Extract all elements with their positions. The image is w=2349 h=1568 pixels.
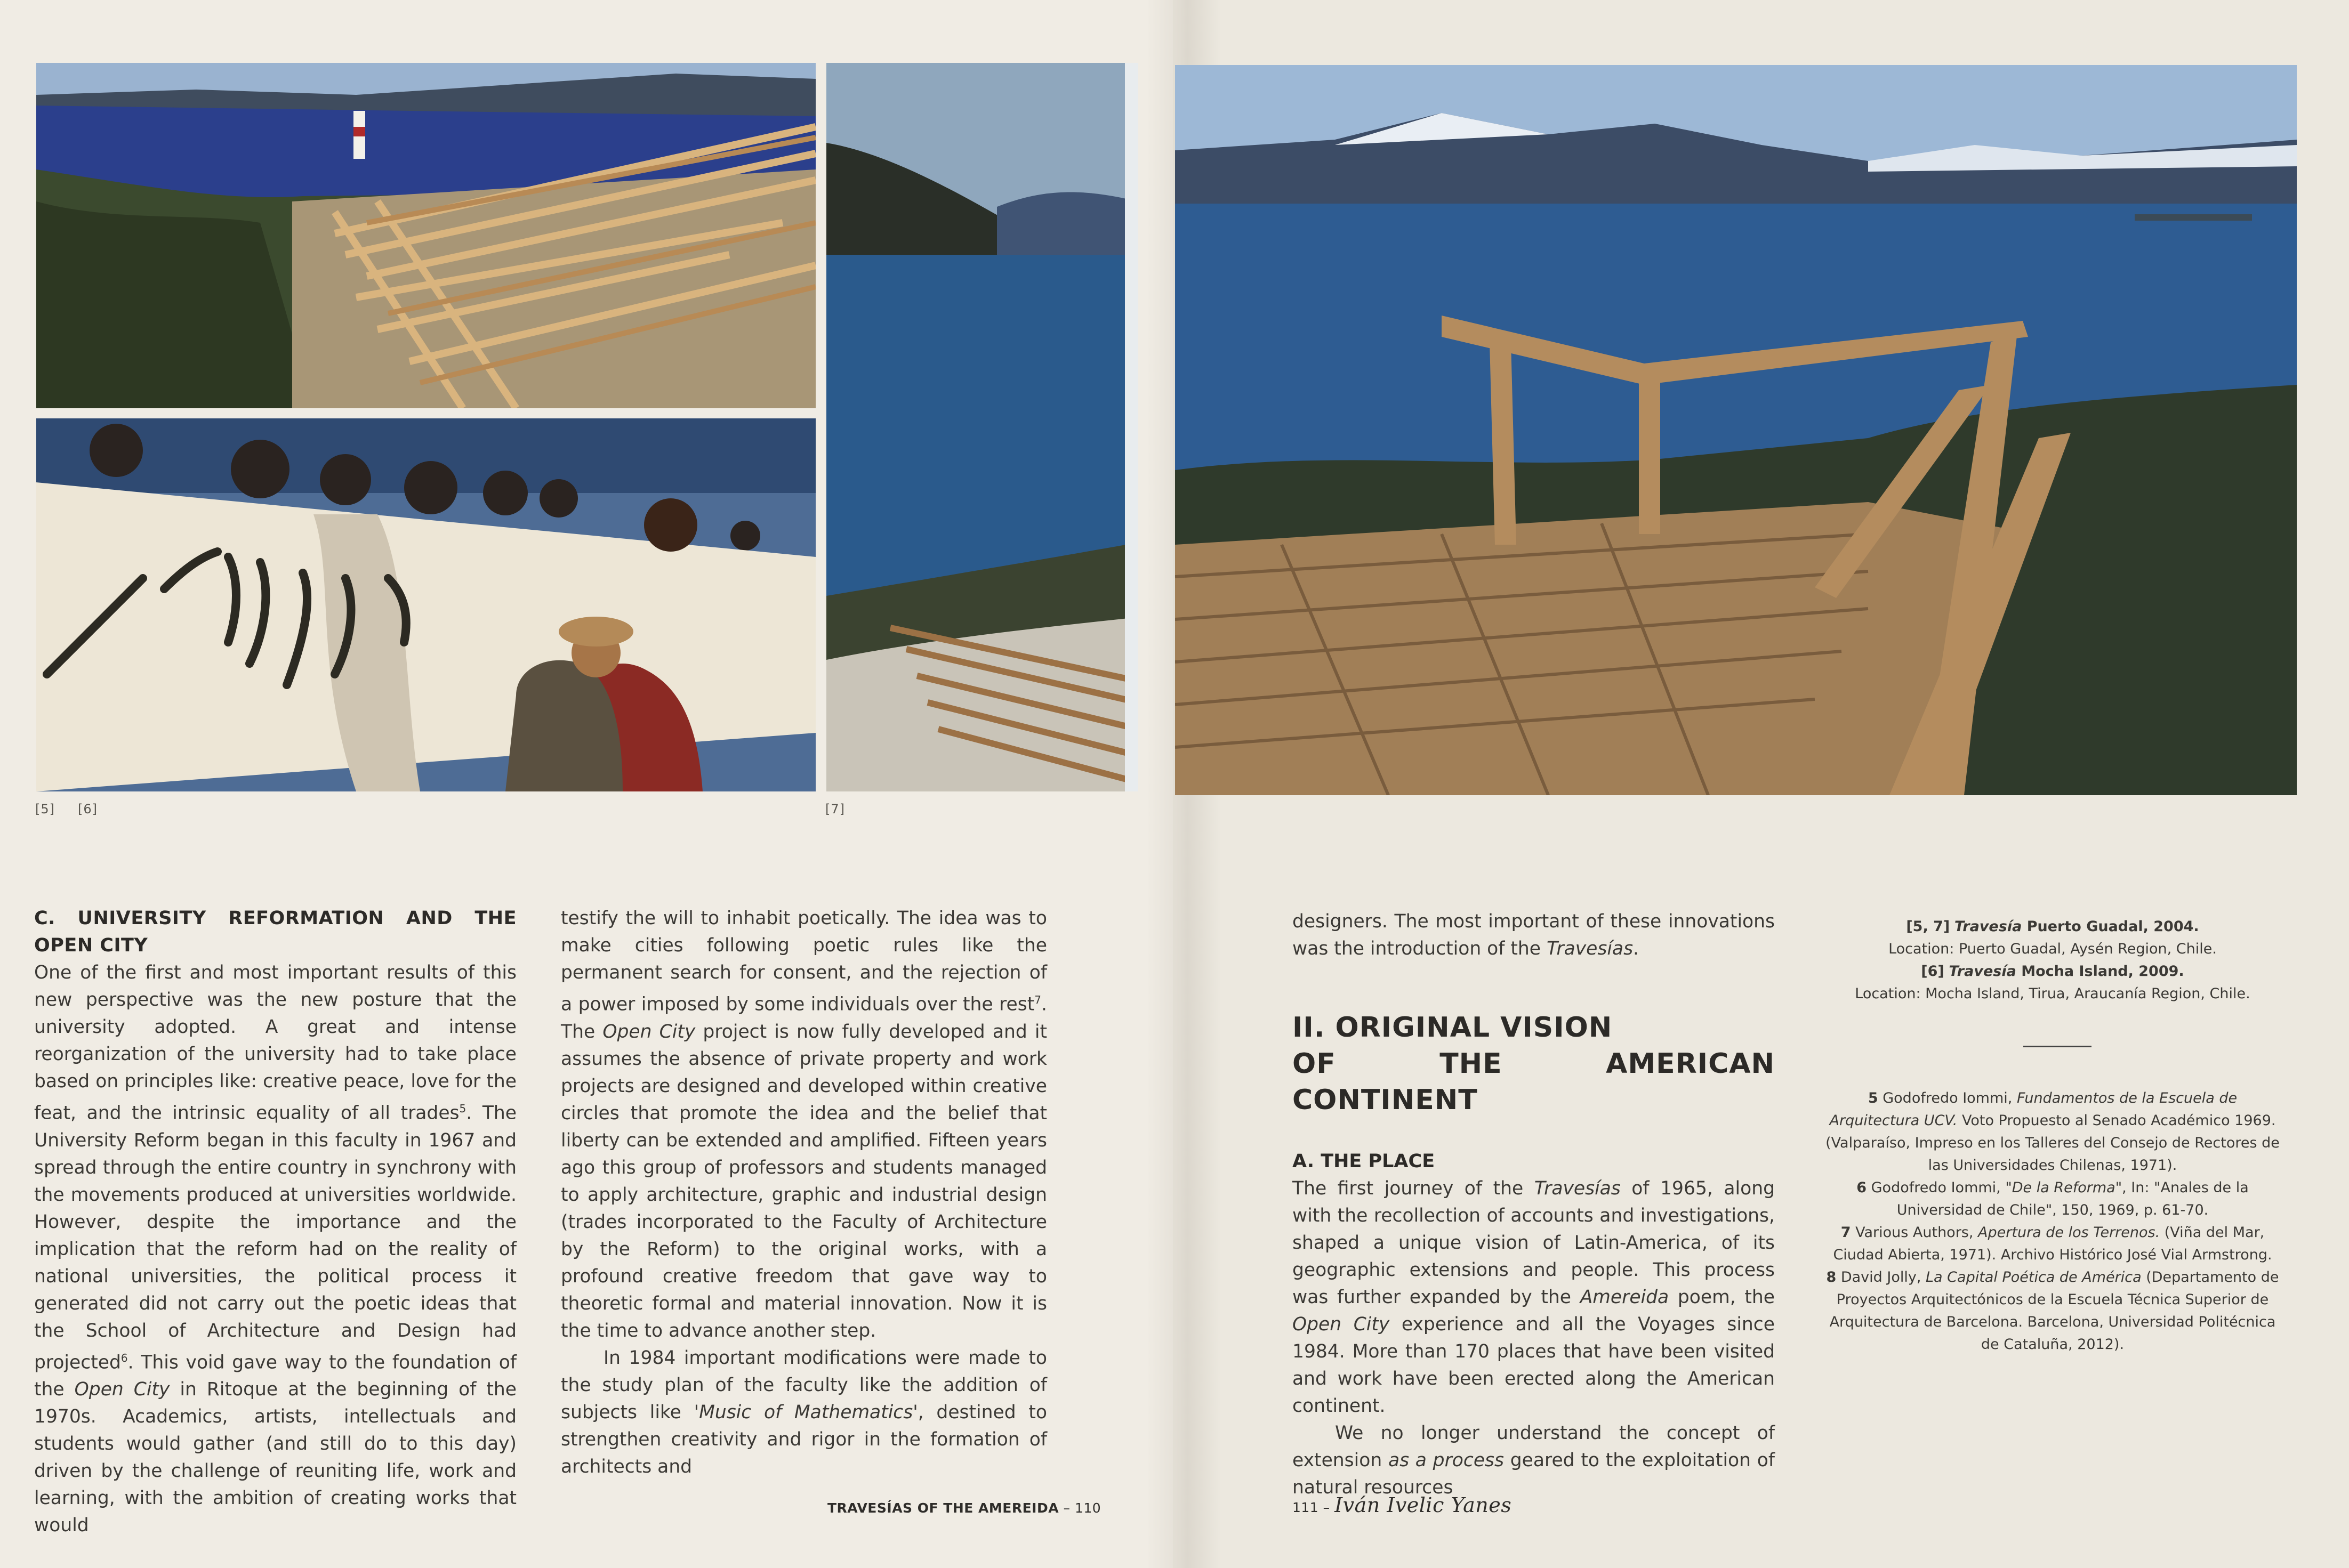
- page-number: 110: [1074, 1500, 1101, 1516]
- paragraph: testify the will to inhabit poetically. The idea was to make cities following poetic rules like the permanent search for consent, and the rejection of a power imposed by some individuals over the rest$^7$. The Open City project is now fully developed and it assumes the absence of private property and work projects are designed and developed within creative circles that promote the idea and the belief that liberty can be extended and amplified. Fifteen years ago this group of professors and students managed to apply architecture, graphic and industrial design (trades incorporated to the Faculty of Architecture by the Reform) to the original works, with a profound creative freedom that gave way to theoretic formal and material innovation. Now it is the time to advance another step.: [561, 908, 1047, 1341]
- section-heading-ii-line1: II. ORIGINAL VISION: [1292, 1012, 1613, 1044]
- caption-5: [5]: [35, 802, 55, 817]
- paragraph: One of the first and most important results of this new perspective was the new posture that the university adopted. A great and intense reorganization of the university had to take place based on principles like: creative peace, love for the feat, and the intrinsic equality of all trades$^5$. The University Reform began in this faculty in 1967 and spread through the entire country in synchrony with the movements produced at universities worldwide. However, despite the importance and the implication that the reform had on the reality of national universities, the political process it generated did not carry out the poetic ideas that the School of Architecture and Design had projected$^6$. This void gave way to the foundation of the Open City in Ritoque at the beginning of the 1970s. Academics, artists, intellectuals and students would gather (and still do to this day) driven by the challenge of reuniting life, work and learning, with the ambition of creating works that would: [34, 962, 517, 1536]
- footnote-6: 6 Godofredo Iommi, "De la Reforma", In: "Anales de la Universidad de Chile", 150, 1969, p. 61-70.: [1856, 1179, 2249, 1218]
- photo-wooden-structure: [36, 63, 816, 408]
- photo-lookout-deck: [1175, 65, 2297, 795]
- photo-students-banner: [36, 418, 816, 791]
- left-footer: TRAVESÍAS OF THE AMEREIDA – 110: [827, 1500, 1101, 1516]
- photo-captions: [5, 7] Travesía Puerto Guadal, 2004. Location: Puerto Guadal, Aysén Region, Chile. [6] Travesía Mocha Island, 2009. Location: Mocha Island, Tirua, Araucanía Region, Chile.: [1839, 916, 2266, 1005]
- running-title: TRAVESÍAS OF THE AMEREIDA: [827, 1500, 1059, 1516]
- page-number: 111: [1292, 1500, 1319, 1515]
- caption-entry: [5, 7] Travesía Puerto Guadal, 2004.: [1906, 918, 2199, 935]
- left-column-2: [561, 905, 1047, 1481]
- footnote-5: 5 Godofredo Iommi, Fundamentos de la Escuela de Arquitectura UCV. Voto Propuesto al Senado Académico 1969. (Valparaíso, Impreso en los Talleres del Consejo de Rectores de las Universidades Chilenas, 1971).: [1825, 1090, 2280, 1174]
- paragraph: designers. The most important of these innovations was the introduction of the Travesías.: [1292, 911, 1775, 959]
- footnote-7: 7 Various Authors, Apertura de los Terrenos. (Viña del Mar, Ciudad Abierta, 1971). Archivo Histórico José Vial Armstrong.: [1833, 1224, 2272, 1263]
- caption-6: [6]: [78, 802, 98, 817]
- photo-lake-stairs: [826, 63, 1138, 791]
- footnotes: [1823, 1087, 2282, 1356]
- author-signature: Iván Ivelic Yanes: [1334, 1493, 1512, 1517]
- left-column-1: [34, 905, 517, 1539]
- section-heading-c: C. UNIVERSITY REFORMATION AND THE OPEN CITY: [34, 908, 517, 956]
- paragraph: In 1984 important modifications were made to the study plan of the faculty like the addition of subjects like 'Music of Mathematics', destined to strengthen creativity and rigor in the formation of architects and: [561, 1347, 1047, 1477]
- paragraph: We no longer understand the concept of extension as a process geared to the exploitation of natural resources: [1292, 1422, 1775, 1498]
- caption-7: [7]: [825, 802, 845, 817]
- paragraph: The first journey of the Travesías of 1965, along with the recollection of accounts and investigations, shaped a unique vision of Latin-America, of its geographic extensions and people. This process was further expanded by the Amereida poem, the Open City experience and all the Voyages since 1984. More than 170 places that have been visited and work have been erected along the American continent.: [1292, 1178, 1775, 1417]
- right-footer: 111 – Iván Ivelic Yanes: [1292, 1493, 1512, 1517]
- subheading-place: A. THE PLACE: [1292, 1151, 1435, 1172]
- caption-entry: [6] Travesía Mocha Island, 2009.: [1921, 963, 2184, 980]
- divider: [2023, 1046, 2091, 1047]
- footnote-8: 8 David Jolly, La Capital Poética de América (Departamento de Proyectos Arquitectónicos de la Escuela Técnica Superior de Arquitectura de Barcelona. Barcelona, Universidad Politécnica de Cataluña, 2012).: [1826, 1269, 2279, 1353]
- right-column-1: [1292, 908, 1775, 1501]
- section-heading-ii-line2: OF THE AMERICAN CONTINENT: [1292, 1048, 1775, 1116]
